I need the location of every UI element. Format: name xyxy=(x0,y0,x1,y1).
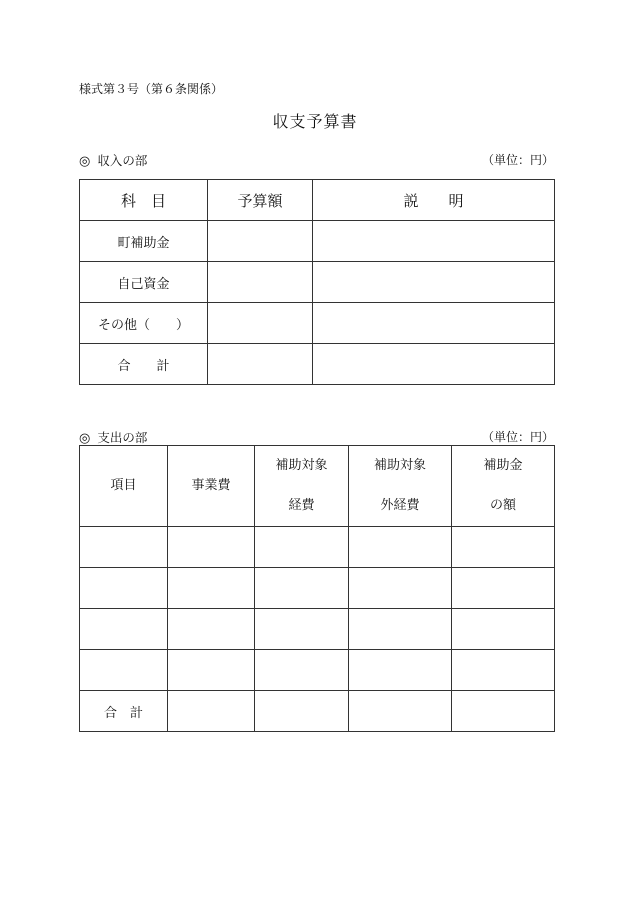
expense-total-cell[interactable] xyxy=(452,691,555,732)
expense-cell[interactable] xyxy=(255,568,349,609)
expense-total-cell[interactable] xyxy=(255,691,349,732)
expense-col-eligible-line2: 経費 xyxy=(288,498,315,513)
expense-cell[interactable] xyxy=(168,650,255,691)
expense-cell[interactable] xyxy=(80,527,168,568)
income-row-label: 自己資金 xyxy=(80,262,208,303)
expense-total-cell[interactable] xyxy=(349,691,452,732)
table-row xyxy=(80,303,555,344)
expense-cell[interactable] xyxy=(255,527,349,568)
expense-col-subsidy-line1: 補助金 xyxy=(483,458,523,473)
income-col-description-label: 説 明 xyxy=(403,191,464,210)
income-row-label: 町補助金 xyxy=(80,221,208,262)
expense-cell[interactable] xyxy=(452,527,555,568)
expense-col-ineligible-cost xyxy=(349,446,452,527)
income-budget-cell[interactable] xyxy=(208,221,313,262)
expense-header-row xyxy=(80,446,555,527)
document-title: 収支予算書 xyxy=(272,112,358,131)
income-header-row xyxy=(80,180,555,221)
income-budget-cell[interactable] xyxy=(208,303,313,344)
income-description-cell[interactable] xyxy=(313,262,555,303)
expense-cell[interactable] xyxy=(349,609,452,650)
income-budget-cell[interactable] xyxy=(208,344,313,385)
expense-total-label: 合 計 xyxy=(80,691,168,732)
expense-col-eligible-cost xyxy=(255,446,349,527)
income-col-description xyxy=(313,180,555,221)
income-row-label: その他（ ） xyxy=(80,303,208,344)
table-row xyxy=(80,262,555,303)
expense-col-project-cost xyxy=(168,446,255,527)
expense-cell[interactable] xyxy=(452,650,555,691)
expense-cell[interactable] xyxy=(168,527,255,568)
expense-col-eligible-line1: 補助対象 xyxy=(275,458,328,473)
expense-cell[interactable] xyxy=(80,609,168,650)
double-circle-icon: ◎ xyxy=(79,154,91,169)
expense-col-item-label: 項目 xyxy=(110,478,137,493)
expense-col-ineligible-line2: 外経費 xyxy=(380,498,420,513)
table-row xyxy=(80,527,555,568)
expense-cell[interactable] xyxy=(452,568,555,609)
income-col-item-label: 科 目 xyxy=(120,191,166,210)
table-row xyxy=(80,568,555,609)
income-description-cell[interactable] xyxy=(313,221,555,262)
expense-col-subsidy-line2: の額 xyxy=(489,498,516,513)
expense-col-ineligible-line1: 補助対象 xyxy=(373,458,426,473)
form-number: 様式第３号（第６条関係） xyxy=(79,82,224,96)
expense-total-row xyxy=(80,691,555,732)
income-description-cell[interactable] xyxy=(313,303,555,344)
expense-col-subsidy-amount xyxy=(452,446,555,527)
income-unit-label: （単位：円） xyxy=(481,153,554,167)
expense-unit-label: （単位：円） xyxy=(481,430,554,444)
expense-cell[interactable] xyxy=(255,650,349,691)
expense-cell[interactable] xyxy=(80,568,168,609)
income-budget-cell[interactable] xyxy=(208,262,313,303)
expense-col-project-cost-label: 事業費 xyxy=(191,478,231,493)
expense-total-cell[interactable] xyxy=(168,691,255,732)
expense-col-item xyxy=(80,446,168,527)
table-row xyxy=(80,221,555,262)
expense-cell[interactable] xyxy=(255,609,349,650)
expense-cell[interactable] xyxy=(349,650,452,691)
income-section-label: 収入の部 xyxy=(97,153,148,168)
income-col-item xyxy=(80,180,208,221)
expense-cell[interactable] xyxy=(168,609,255,650)
income-description-cell[interactable] xyxy=(313,344,555,385)
expense-cell[interactable] xyxy=(80,650,168,691)
income-table xyxy=(79,179,555,385)
expense-table xyxy=(79,445,555,732)
expense-cell[interactable] xyxy=(168,568,255,609)
income-col-budget xyxy=(208,180,313,221)
table-row xyxy=(80,344,555,385)
expense-section-label-group xyxy=(79,428,147,446)
income-section-label-group xyxy=(79,151,147,169)
expense-cell[interactable] xyxy=(349,568,452,609)
income-row-label: 合 計 xyxy=(80,344,208,385)
expense-section-label: 支出の部 xyxy=(97,430,148,445)
income-col-budget-label: 予算額 xyxy=(237,191,283,210)
expense-cell[interactable] xyxy=(349,527,452,568)
table-row xyxy=(80,650,555,691)
double-circle-icon: ◎ xyxy=(79,431,91,446)
expense-cell[interactable] xyxy=(452,609,555,650)
table-row xyxy=(80,609,555,650)
